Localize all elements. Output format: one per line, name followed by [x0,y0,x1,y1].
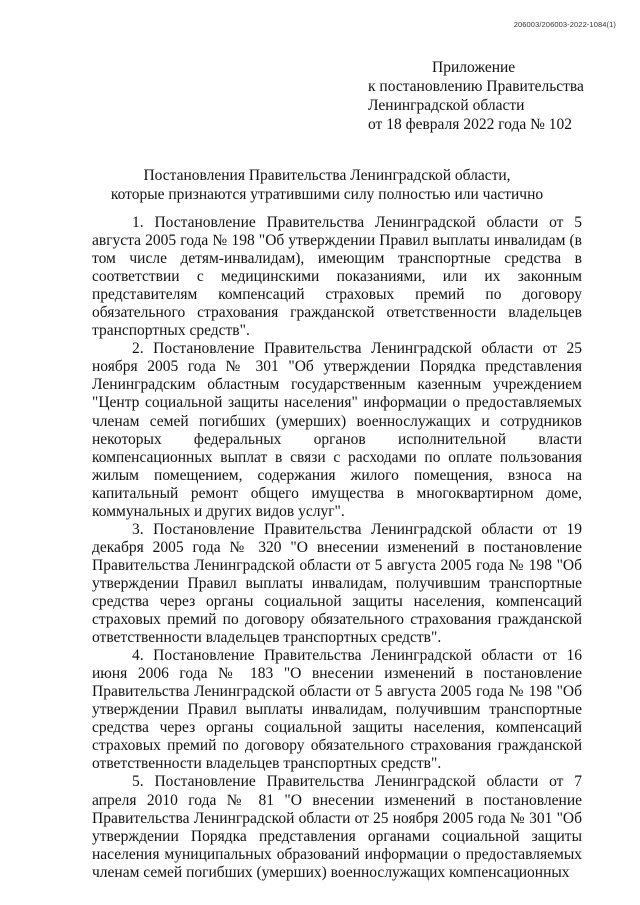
resolution-item: 3. Постановление Правительства Ленинградской области от 19 декабря 2005 года № 320 "О внесении изменений в постановление Правительства Ленинградской области от 5 августа 2005 года № 198 "Об утверждении Правил выплаты инвалидам, получившим транспортные средства через органы социальной защиты населения, компенсаций страховых премий по договору обязательного страхования гражданской ответственности владельцев транспортных средств". [92,520,582,647]
appendix-line: к постановлению Правительства [368,78,584,95]
appendix-line: Ленинградской области [368,97,525,114]
appendix-block [368,58,618,134]
title-line: которые признаются утратившими силу полностью или частично [110,186,544,203]
appendix-line: Приложение [432,59,516,76]
title-line: Постановления Правительства Ленинградской области, [143,167,511,184]
document-title [60,166,594,204]
resolution-item: 5. Постановление Правительства Ленинградской области от 7 апреля 2010 года № 81 "О внесении изменений в постановление Правительства Ленинградской области от 25 ноября 2005 года № 301 "Об утверждении Порядка представления органами социальной защиты населения муниципальных образований информации о предоставляемых членам семей погибших (умерших) военнослужащих компенсационных [92,773,582,881]
resolution-item: 2. Постановление Правительства Ленинградской области от 25 ноября 2005 года № 301 "Об утверждении Порядка представления Ленинградским областным государственным казенным учреждением "Центр социальной защиты населения" информации о предоставляемых членам семей погибших (умерших) военнослужащих и сотрудников некоторых федеральных органов исполнительной власти компенсационных выплат в связи с расходами по оплате пользования жилым помещением, содержания жилого помещения, взноса на капитальный ремонт общего имущества в многоквартирном доме, коммунальных и других видов услуг". [92,340,582,520]
appendix-line: от 18 февраля 2022 года № 102 [368,116,573,133]
resolution-item: 4. Постановление Правительства Ленинградской области от 16 июня 2006 года № 183 "О внесении изменений в постановление Правительства Ленинградской области от 5 августа 2005 года № 198 "Об утверждении Правил выплаты инвалидам, получившим транспортные средства через органы социальной защиты населения, компенсаций страховых премий по договору обязательного страхования гражданской ответственности владельцев транспортных средств". [92,647,582,773]
document-id: 206003/206003-2022-1084(1) [513,20,616,29]
resolution-list [92,214,582,882]
resolution-item: 1. Постановление Правительства Ленинградской области от 5 августа 2005 года № 198 "Об утверждении Правил выплаты инвалидам (в том числе детям-инвалидам), имеющим транспортные средства в соответствии с медицинскими показаниями, или их законным представителям компенсаций страховых премий по договору обязательного страхования гражданской ответственности владельцев транспортных средств". [92,214,582,340]
